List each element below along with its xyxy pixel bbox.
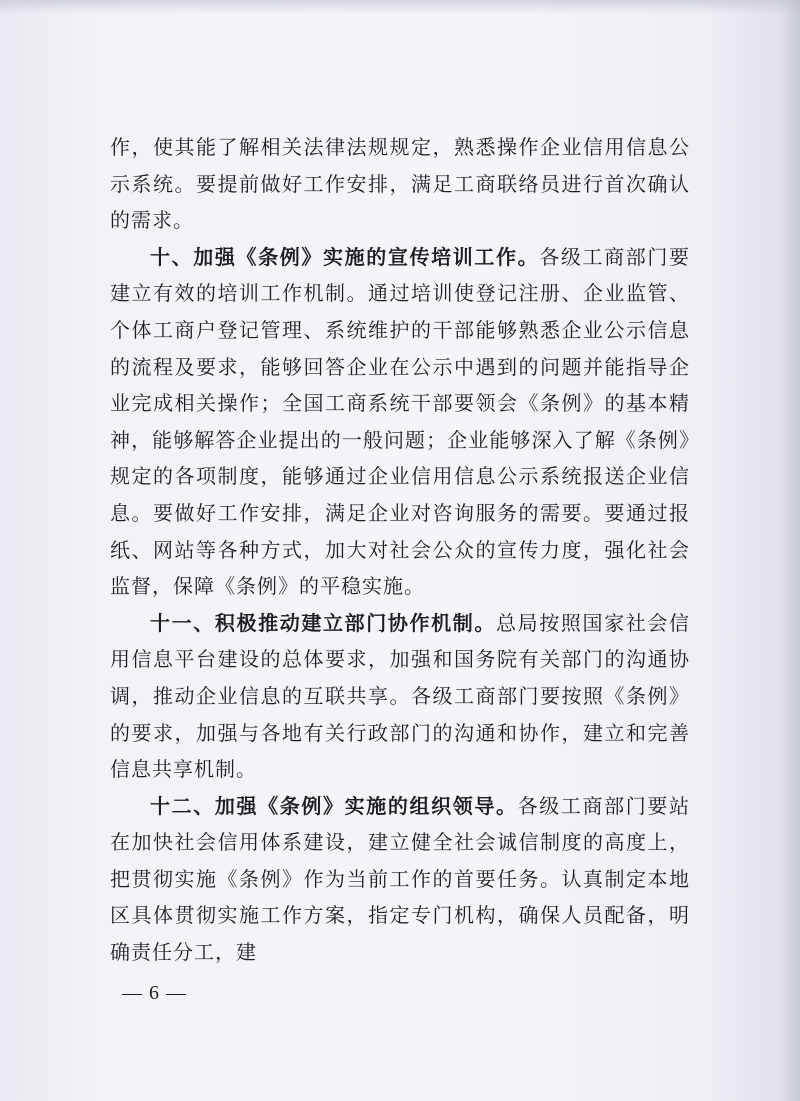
paragraph-section-12 (110, 788, 690, 971)
paragraph-text: 总局按照国家社会信用信息平台建设的总体要求，加强和国务院有关部门的沟通协调，推动企业信息的互联共享。各级工商部门要按照《条例》的要求，加强与各地有关行政部门的沟通和协作，建立和完善信息共享机制。 (110, 610, 690, 782)
paragraph-text: 作，使其能了解相关法律法规规定，熟悉操作企业信用信息公示系统。要提前做好工作安排，满足工商联络员进行首次确认的需求。 (110, 135, 690, 233)
paragraph-section-10 (110, 239, 690, 605)
paragraph-text: 各级工商部门要建立有效的培训工作机制。通过培训使登记注册、企业监管、个体工商户登记管理、系统维护的干部能够熟悉企业公示信息的流程及要求，能够回答企业在公示中遇到的问题并能指导企业完成相关操作；全国工商系统干部要领会《条例》的基本精神，能够解答企业提出的一般问题；企业能够深入了解《条例》规定的各项制度，能够通过企业信用信息公示系统报送企业信息。要做好工作安排，满足企业对咨询服务的需要。要通过报纸、网站等各种方式，加大对社会公众的宣传力度，强化社会监督，保障《条例》的平稳实施。 (110, 244, 690, 599)
section-heading: 十一、积极推动建立部门协作机制。 (150, 610, 496, 635)
section-heading: 十二、加强《条例》实施的组织领导。 (150, 793, 518, 818)
section-heading: 十、加强《条例》实施的宣传培训工作。 (150, 244, 540, 269)
paragraph-section-11 (110, 605, 690, 788)
paragraph-continuation (110, 129, 690, 239)
page-number: — 6 — (122, 982, 187, 1004)
paragraph-text: 各级工商部门要站在加快社会信用体系建设，建立健全社会诚信制度的高度上，把贯彻实施《条例》作为当前工作的首要任务。认真制定本地区具体贯彻实施工作方案，指定专门机构，确保人员配备，明确责任分工，建 (110, 793, 690, 965)
body-text (110, 129, 690, 971)
